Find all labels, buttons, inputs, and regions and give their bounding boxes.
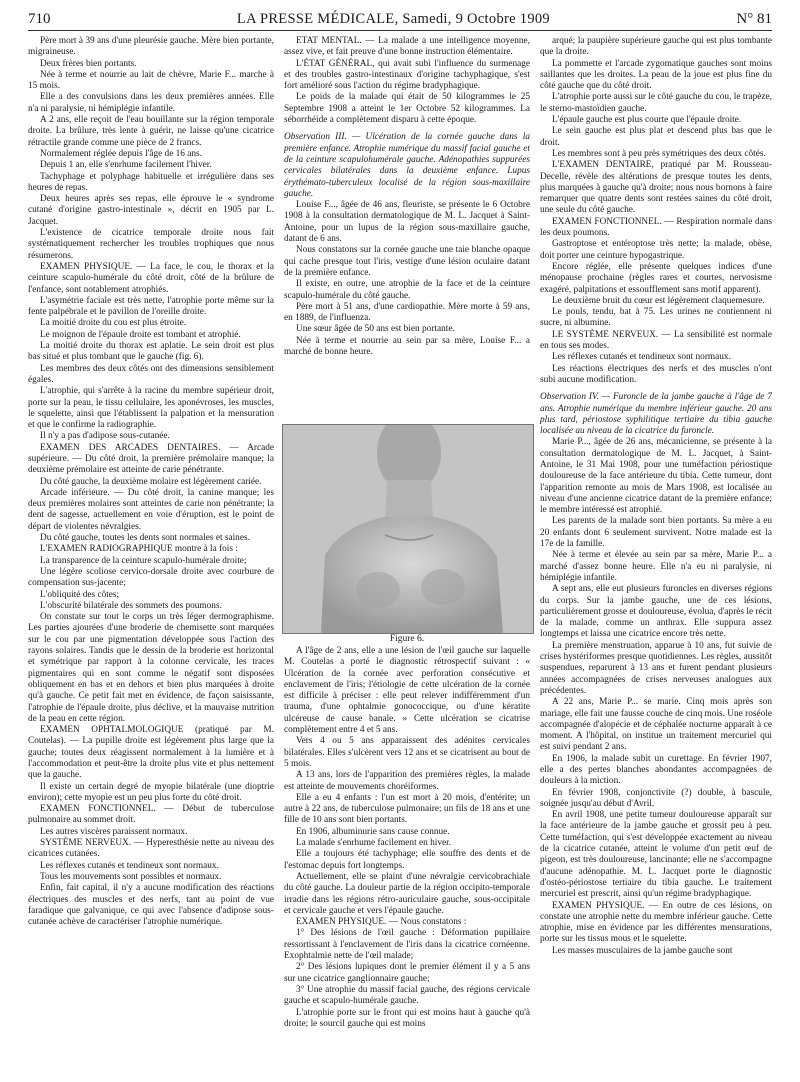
paragraph: En 1906, la malade subit un curettage. En février 1907, elle a des pertes blanches abondantes accompagnées de douleurs à la miction. — [540, 753, 772, 787]
publication-title: LA PRESSE MÉDICALE, Samedi, 9 Octobre 1909 — [236, 10, 550, 27]
header-rule — [28, 30, 772, 31]
paragraph: L'EXAMEN RADIOGRAPHIQUE montre à la fois : — [40, 544, 238, 555]
paragraph: A 13 ans, lors de l'apparition des premières règles, la malade est atteinte de mouvements choréiformes. — [284, 770, 530, 792]
paragraph: Deux frères bien portants. — [40, 58, 137, 69]
paragraph: Les réflexes cutanés et tendineux sont normaux. — [552, 352, 731, 363]
paragraph: La première menstruation, apparue à 10 ans, fut suivie de crises hystériformes presque quotidiennes. Les règles, aussitôt suspendues, reparurent à 13 ans et furent pendant plusieurs années accompagnées de crises nerveuses analogues aux précédentes. — [540, 640, 772, 696]
paragraph: Le deuxième bruit du cœur est légèrement claquemesure. — [552, 295, 765, 306]
patient-photo — [283, 425, 533, 633]
paragraph: La moitié droite du cou est plus étroite. — [40, 318, 187, 329]
paragraph: EXAMEN PHYSIQUE. — La face, le cou, le thorax et la ceinture scapulo-humérale du côté droit, côté de la brûlure de l'enfance, sont notablement atrophiés. — [28, 261, 274, 295]
paragraph: Née à terme et nourrie au lait de chèvre, Marie F... marche à 15 mois. — [28, 69, 274, 92]
paragraph: 1° Des lésions de l'œil gauche : Déformation pupillaire ressortissant à l'enclavement de l'iris dans la cicatrice cornéenne. Exophtalmie nette de l'œil malade; — [284, 928, 530, 962]
paragraph: LE SYSTÈME NERVEUX. — La sensibilité est normale en tous ses modes. — [540, 329, 772, 352]
paragraph: EXAMEN PHYSIQUE. — Nous constatons : — [296, 917, 467, 928]
paragraph: Enfin, fait capital, il n'y a aucune modification des réactions électriques des muscles et des nerfs, tant au point de vue faradique que galvanique, ce qui avec l'absence d'adipose sous-cutanée achève de caractériser l'atrophie numérique. — [28, 883, 274, 928]
paragraph: En 1906, albuminurie sans cause connue. — [296, 826, 450, 837]
paragraph: Tous les mouvements sont possibles et normaux. — [40, 871, 222, 882]
issue-number: N° 81 — [736, 10, 772, 27]
paragraph: Le moignon de l'épaule droite est tombant et atrophié. — [40, 329, 241, 340]
column-2-top — [284, 36, 530, 390]
paragraph: Louise F..., âgée de 46 ans, fleuriste, se présente le 6 Octobre 1908 à la consultation dermatologique de M. L. Jacquet à Saint-Antoine, pour un lupus de la région sous-maxillaire gauche, datant de 6 ans. — [284, 200, 530, 245]
paragraph: EXAMEN OPHTALMOLOGIQUE (pratiqué par M. Coutelas). — La pupille droite est légèrement plus large que la gauche; toutes deux réagissent normalement à la lumière et à l'accommodation et peut-être la droite plus vite et plus nettement que la gauche. — [28, 725, 274, 781]
paragraph: A l'âge de 2 ans, elle a une lésion de l'œil gauche sur laquelle M. Coutelas a porté le diagnostic rétrospectif suivant : « Ulcération de la cornée avec perforation consécutive et enclavement de l'iris; l'étiologie de cette ulcération de la cornée est difficile à préciser : elle peut relever indifféremment d'un trauma, d'une ophtalmie gonococcique, ou d'une kératite ulcéreuse de cause banale. » Cette ulcération se cicatrise complètement entre 4 et 5 ans. — [284, 646, 530, 736]
paragraph: La transparence de la ceinture scapulo-humérale droite; — [40, 555, 247, 566]
paragraph: L'atrophie, qui s'arrête à la racine du membre supérieur droit, porte sur la peau, le tissu cellulaire, les aponévroses, les muscles, le squelette, ainsi que l'établissent la palpation et la mensuration et que le confirme la radiographie. — [28, 386, 274, 431]
paragraph: EXAMEN DES ARCADES DENTAIRES. — Arcade supérieure. — Du côté droit, la première prémolaire manque; la deuxième prémolaire est atteinte de carie pénétrante. — [28, 442, 274, 476]
paragraph: arqué; la paupière supérieure gauche qui est plus tombante que la droite. — [540, 36, 772, 58]
paragraph: Gastroptose et entéroptose très nette; la malade, obèse, doit porter une ceinture hypogastrique. — [540, 239, 772, 261]
paragraph: On constate sur tout le corps un très léger dermographisme. Les parties ajourées d'une broderie de chemisette sont marquées sur le cou par une pigmentation développée sous l'action des rayons solaires. Tandis que le dessin de la broderie est horizontal et symétrique par rapport à la colonne cervicale, les traces pigmentaires qui en sont comme le négatif sont disposées obliquement en bas et en dehors et bien plus marquées à droite qu'à gauche. Ce petit fait met en évidence, de façon saisissante, l'atrophie de l'épaule droite, plus déclive, et la mauvaise nutrition de la peau en cette région. — [28, 612, 274, 724]
paragraph: A sept ans, elle eut plusieurs furoncles en diverses régions du corps. Sur la jambe gauche, une de ces lésions, particulièrement grosse et douloureuse, évolua, d'après le récit de la malade, comme un anthrax. Elle suppura assez longtemps et laissa une cicatrice encore très nette. — [540, 584, 772, 640]
paragraph: Vers 4 ou 5 ans apparaissent des adénites cervicales bilatérales. Elles s'ulcèrent vers 12 ans et se cicatrisent au bout de 5 mois. — [284, 736, 530, 769]
paragraph: Elle a des convulsions dans les deux premières années. Elle n'a ni paralysie, ni hémiplégie infantile. — [28, 92, 274, 114]
paragraph: Une sœur âgée de 50 ans est bien portante. — [296, 324, 455, 335]
paragraph: Deux heures après ses repas, elle éprouve le « syndrome cutané d'origine gastro-intestinale », décrit en 1905 par L. Jacquet. — [28, 194, 274, 227]
figure-6-photo — [282, 424, 534, 634]
paragraph: L'atrophie porte sur le front qui est moins haut à gauche qu'à droite; le sourcil gauche qui est moins — [284, 1007, 530, 1029]
paragraph: L'EXAMEN DENTAIRE, pratiqué par M. Rousseau-Decelle, révèle des altérations de presque toutes les dents, plus marquées à gauche qu'à droite; nous nous bornons à faire remarquer que quatre dents sont restées saines du côté droit, une seule du côté gauche. — [540, 160, 772, 216]
paragraph: Elle a toujours été tachyphage; elle souffre des dents et de l'estomac depuis fort longtemps. — [284, 849, 530, 871]
paragraph: Le pouls, tendu, bat à 75. Les urines ne contiennent ni sucre, ni albumine. — [540, 307, 772, 329]
paragraph: Père mort à 51 ans, d'une cardiopathie. Mère morte à 59 ans, en 1889, de l'influenza. — [284, 301, 530, 324]
paragraph: Marie P..., âgée de 26 ans, mécanicienne, se présente à la consultation dermatologique de M. L. Jacquet, à Saint-Antoine, le 31 Mai 1908, pour une tuméfaction périostique douloureuse de la face antérieure du tibia. Cette tumeur, dont l'apparition remonte au mois de Mars 1908, est localisée au niveau d'une ancienne cicatrice datant de la première enfance; le membre intéressé est atrophié. — [540, 437, 772, 516]
paragraph: Père mort à 39 ans d'une pleurésie gauche. Mère bien portante, migraineuse. — [28, 36, 274, 58]
paragraph: EXAMEN FONCTIONNEL. — Respiration normale dans les deux poumons. — [540, 216, 772, 239]
paragraph: 3° Une atrophie du massif facial gauche, des régions cervicale gauche et scapulo-humérale gauche. — [284, 984, 530, 1007]
paragraph: A 2 ans, elle reçoit de l'eau bouillante sur la région temporale droite. La brûlure, très lente à guérir, ne laisse qu'une cicatrice rétractile grande comme une pièce de 2 francs. — [28, 115, 274, 148]
paragraph: En avril 1908, une petite tumeur douloureuse apparaît sur la face antérieure de la jambe gauche et grossit peu à peu. Cette tuméfaction, qui s'est développée exactement au niveau de la cicatrice cutanée, atteint le volume d'un petit œuf de pigeon, est très douloureuse, lancinante; elle ne s'accompagne d'aucune adénopathie. M. L. Jacquet porte le diagnostic d'ostéo-périostose tertiaire du tibia gauche. Le traitement mercuriel est prescrit, ainsi qu'un régime bradyphagique. — [540, 810, 772, 900]
paragraph: Observation IV. — Furoncle de la jambe gauche à l'âge de 7 ans. Atrophie numérique du membre inférieur gauche. 20 ans plus tard, périostose syphilitique tertiaire du tibia gauche localisée au niveau de la cicatrice du furoncle. — [540, 392, 772, 437]
paragraph: L'existence de cicatrice temporale droite nous fait systématiquement rechercher les troubles trophiques que nous résumerons. — [28, 228, 274, 261]
paragraph: Les autres viscères paraissent normaux. — [40, 826, 188, 837]
paragraph: Tachyphage et polyphage habituelle et irrégulière dans ses heures de repas. — [28, 171, 274, 193]
paragraph: Observation III. — Ulcération de la cornée gauche dans la première enfance. Atrophie numérique du massif facial gauche et de la ceinture scapulohumérale gauche. Adénopathies suppurées cervicales bilatérales dans la deuxième enfance. Lupus érythémato-tuberculeux localisé de la région sous-maxillaire gauche. — [284, 132, 530, 199]
paragraph: L'obliquité des côtes; — [40, 589, 120, 600]
paragraph: La pommette et l'arcade zygomatique gauches sont moins saillantes que les droites. La peau de la joue est plus fine du côté gauche que du côté droit. — [540, 58, 772, 92]
paragraph: En février 1908, conjonctivite (?) double, à bascule, soignée jusqu'au début d'Avril. — [540, 787, 772, 809]
paragraph: Depuis 1 an, elle s'enrhume facilement l'hiver. — [40, 160, 212, 171]
paragraph: EXAMEN FONCTIONNEL. — Début de tuberculose pulmonaire au sommet droit. — [28, 804, 274, 826]
page-header — [28, 6, 772, 32]
paragraph: 2° Des lésions lupiques dont le premier élément il y a 5 ans sur une cicatrice ganglionnaire gauche; — [284, 962, 530, 984]
paragraph: Les réflexes cutanés et tendineux sont normaux. — [40, 860, 219, 871]
paragraph: Normalement réglée depuis l'âge de 16 ans. — [40, 148, 202, 159]
paragraph: Il n'y a pas d'adipose sous-cutanée. — [40, 431, 170, 442]
paragraph: Du côté gauche, la deuxième molaire est légèrement cariée. — [40, 476, 262, 487]
paragraph: Encore réglée, elle présente quelques indices d'une ménopause prochaine (règles rares et courtes, nervosisme exagéré, palpitations et essoufflement sans motif apparent). — [540, 261, 772, 295]
paragraph: Il existe, en outre, une atrophie de la face et de la ceinture scapulo-humérale du côté gauche. — [284, 279, 530, 301]
page-number: 710 — [28, 10, 51, 27]
paragraph: SYSTÈME NERVEUX. — Hyperesthésie nette au niveau des cicatrices cutanées. — [28, 838, 274, 860]
paragraph: Arcade inférieure. — Du côté droit, la canine manque; les deux premières molaires sont atteintes de carie non pénétrante; la dent de sagesse, actuellement en voie d'éruption, est le point de départ de violentes névralgies. — [28, 487, 274, 532]
paragraph: L'obscurité bilatérale des sommets des poumons. — [40, 600, 222, 611]
paragraph: Elle a eu 4 enfants : l'un est mort à 20 mois, d'entérite; un autre à 22 ans, de tuberculose pulmonaire; un fils de 18 ans et une fille de 10 ans sont bien portants. — [284, 792, 530, 826]
paragraph: L'épaule gauche est plus courte que l'épaule droite. — [552, 115, 742, 126]
paragraph: ÉTAT MENTAL. — La malade a une intelligence moyenne, assez vive, et fait preuve d'une bonne instruction élémentaire. — [284, 36, 530, 58]
paragraph: Les parents de la malade sont bien portants. Sa mère a eu 20 enfants dont 6 seulement survivent. Notre malade est la 17e de la famille. — [540, 516, 772, 550]
paragraph: L'atrophie porte aussi sur le côté gauche du cou, le trapèze, le sterno-mastoïdien gauche. — [540, 92, 772, 114]
paragraph: Les masses musculaires de la jambe gauche sont — [552, 945, 733, 956]
column-2-bottom — [284, 646, 530, 1078]
paragraph: Actuellement, elle se plaint d'une névralgie cervicobrachiale du côté gauche. La douleur partie de la région occipito-temporale irradie dans les régions rétro-auriculaire gauche, sous-occipitale et cervicale gauche et vers l'épaule gauche. — [284, 871, 530, 916]
paragraph: Les réactions électriques des nerfs et des muscles n'ont subi aucune modification. — [540, 363, 772, 385]
column-1 — [28, 36, 274, 1078]
column-3 — [540, 36, 772, 1078]
paragraph: La moitié droite du thorax est aplatie. Le sein droit est plus bas situé et plus tombant que le gauche (fig. 6). — [28, 341, 274, 363]
paragraph: L'asymétrie faciale est très nette, l'atrophie porte même sur la fente palpébrale et le pavillon de l'oreille droite. — [28, 295, 274, 318]
figure-caption: Figure 6. — [389, 634, 425, 644]
paragraph: Le sein gauche est plus plat et descend plus bas que le droit. — [540, 126, 772, 148]
paragraph: Nous constatons sur la cornée gauche une taie blanche opaque qui cache presque tout l'iris, vestige d'une lésion oculaire datant de la première enfance. — [284, 245, 530, 278]
paragraph: Née à terme et élevée au sein par sa mère, Marie P... a marché d'assez bonne heure. Elle n'a eu ni paralysie, ni hémiplégie infantile. — [540, 550, 772, 583]
paragraph: Il existe un certain degré de myopie bilatérale (une dioptrie environ); cette myopie est un peu plus forte du côté droit. — [28, 781, 274, 803]
paragraph: Les membres des deux côtés ont des dimensions sensiblement égales. — [28, 363, 274, 385]
paragraph: L'ÉTAT GÉNÉRAL, qui avait subi l'influence du surmenage et des troubles gastro-intestinaux d'origine tachyphagique, s'est fort amélioré sous l'action du régime bradyphagique. — [284, 58, 530, 92]
paragraph: Le poids de la malade qui était de 50 kilogrammes le 25 Septembre 1908 a atteint le 1er Octobre 52 kilogrammes. La séborrhéide a complètement disparu à cette époque. — [284, 92, 530, 126]
paragraph: EXAMEN PHYSIQUE. — En outre de ces lésions, on constate une atrophie nette du membre inférieur gauche. Cette atrophie, mise en évidence par les différentes mensurations, porte sur les tissus mous et le squelette. — [540, 900, 772, 945]
paragraph: La malade s'enrhume facilement en hiver. — [296, 838, 452, 849]
paragraph: Du côté gauche, toutes les dents sont normales et saines. — [40, 533, 250, 544]
paragraph: A 22 ans, Marie P... se marie. Cinq mois après son mariage, elle fait une fausse couche de cinq mois. Une roséole accompagnée d'alopécie et de céphalée nocturne apparaît à ce moment. A l'hôpital, on institue un traitement mercuriel qui est suivi pendant 2 ans. — [540, 697, 772, 753]
paragraph: Une légère scoliose cervico-dorsale droite avec courbure de compensation sus-jacente; — [28, 566, 274, 589]
paragraph: Les membres sont à peu près symétriques des deux côtés. — [552, 148, 766, 159]
paragraph: Née à terme et nourrie au sein par sa mère, Louise F... a marché de bonne heure. — [284, 335, 530, 358]
